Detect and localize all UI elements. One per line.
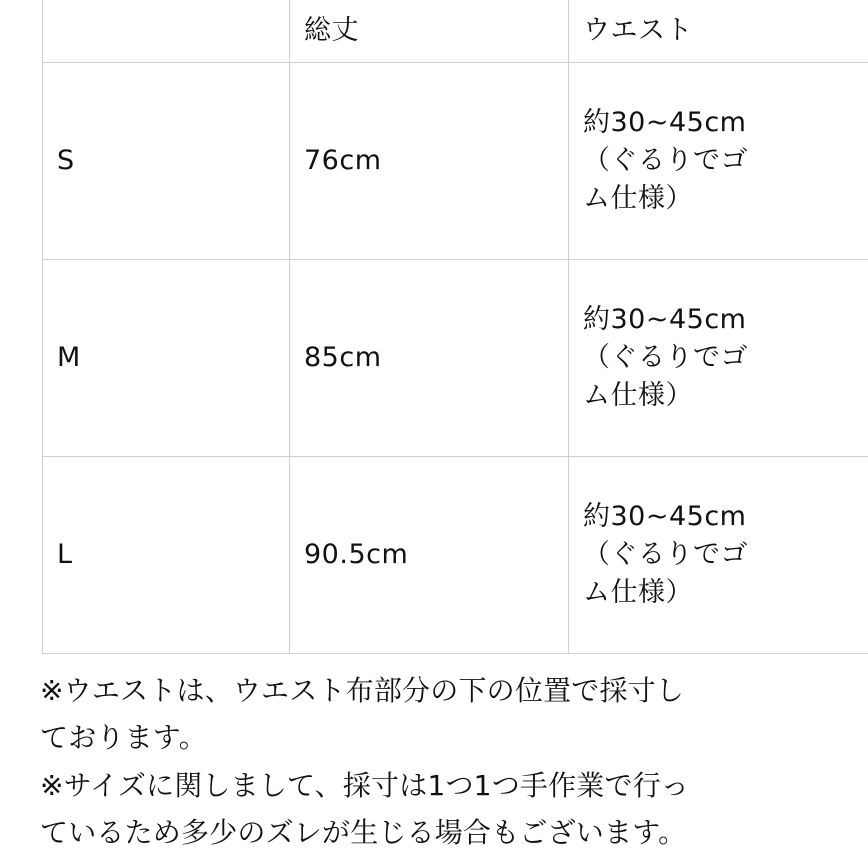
cell-length-m: 85cm — [290, 260, 569, 457]
waist-note-line-1: （ぐるりでゴ — [583, 144, 748, 176]
header-cell-size — [43, 0, 290, 63]
table-header-row — [43, 0, 868, 63]
cell-length-s: 76cm — [290, 63, 569, 260]
cell-waist-s — [569, 63, 868, 260]
table-row — [43, 457, 868, 654]
notes-block — [40, 668, 840, 855]
header-cell-length: 総丈 — [290, 0, 569, 63]
cell-size-m: M — [43, 260, 290, 457]
waist-note-line-2: ム仕様） — [583, 183, 693, 215]
cell-size-l: L — [43, 457, 290, 654]
waist-value-line: 約30~45cm — [583, 106, 747, 138]
waist-value-line: 約30~45cm — [583, 303, 747, 335]
cell-waist-l — [569, 457, 868, 654]
note-waist-line-2: ております。 — [40, 721, 207, 755]
waist-note-line-2: ム仕様） — [583, 380, 693, 412]
waist-note-line-1: （ぐるりでゴ — [583, 538, 748, 570]
cell-size-s: S — [43, 63, 290, 260]
cell-waist-m — [569, 260, 868, 457]
header-cell-waist: ウエスト — [569, 0, 868, 63]
table-row — [43, 63, 868, 260]
note-measure-line-1: ※サイズに関しまして、採寸は1つ1つ手作業で行っ — [40, 768, 690, 802]
waist-note-line-1: （ぐるりでゴ — [583, 341, 748, 373]
cell-length-l: 90.5cm — [290, 457, 569, 654]
waist-value-line: 約30~45cm — [583, 500, 747, 532]
note-measure-line-2: ているため多少のズレが生じる場合もございます。 — [40, 816, 687, 850]
size-table — [42, 0, 868, 654]
table-row — [43, 260, 868, 457]
waist-note-line-2: ム仕様） — [583, 577, 693, 609]
note-waist-line-1: ※ウエストは、ウエスト布部分の下の位置で採寸し — [40, 674, 685, 707]
